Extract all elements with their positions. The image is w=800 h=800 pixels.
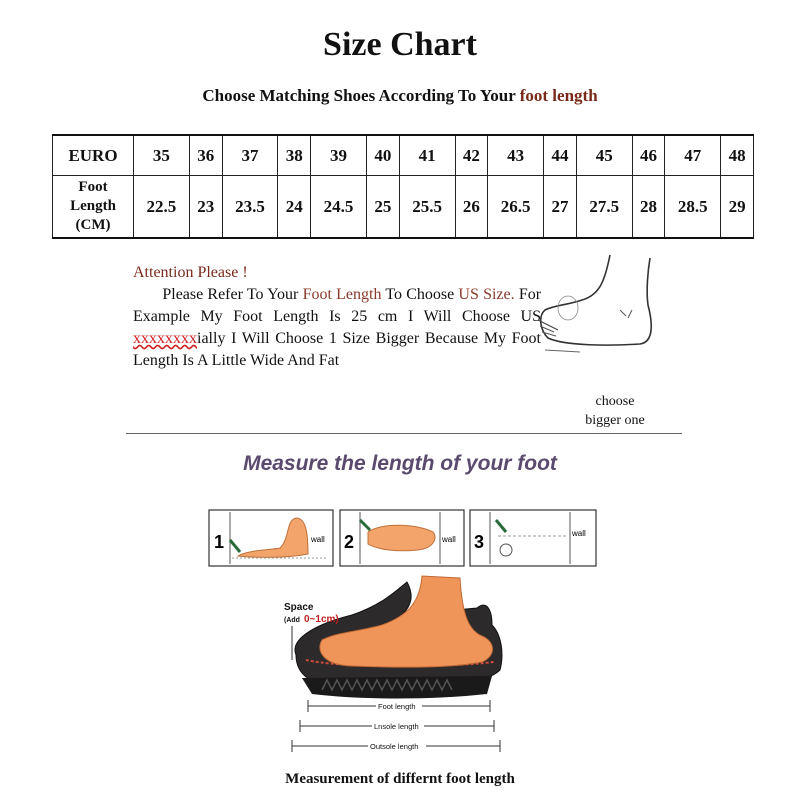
garbled-text: xxxxxxxx: [133, 330, 197, 347]
attention-text: ially I Will Choose 1 Size Bigger Because My Foot Length Is A Little Wide And Fat: [133, 330, 541, 369]
size-table: [52, 134, 754, 239]
euro-size-cell: 39: [311, 135, 367, 176]
measurement-steps-illustration: [208, 508, 598, 570]
foot-length-line: [308, 700, 490, 712]
euro-size-cell: 45: [576, 135, 632, 176]
euro-row: [53, 135, 754, 176]
wall-label: wall: [311, 535, 325, 544]
insole-length-label: Lnsole length: [374, 722, 419, 731]
foot-length-cell: 23.5: [222, 176, 278, 239]
space-add-label: (Add: [284, 617, 300, 624]
attention-body: [133, 284, 541, 372]
attention-text: Please Refer To Your: [162, 286, 299, 303]
subtitle-highlight: foot length: [519, 86, 598, 105]
insole-length-line: [300, 720, 494, 732]
euro-size-cell: 38: [278, 135, 311, 176]
foot-length-cell: 24.5: [311, 176, 367, 239]
step-number: 2: [344, 532, 355, 552]
step-number: 1: [214, 532, 225, 552]
choose-bigger-note: [560, 392, 670, 430]
euro-header: EURO: [53, 135, 134, 176]
foot-length-cell: 29: [721, 176, 754, 239]
euro-size-cell: 42: [455, 135, 488, 176]
euro-size-cell: 47: [665, 135, 721, 176]
foot-length-cell: 23: [189, 176, 222, 239]
outsole-length-line: [292, 740, 500, 752]
foot-length-cell: 25: [366, 176, 399, 239]
foot-length-header-line: (CM): [75, 217, 111, 233]
foot-length-label: Foot length: [378, 702, 416, 711]
outsole-length-label: Outsole length: [370, 742, 419, 751]
attention-note: [133, 262, 541, 372]
foot-length-cell: 25.5: [399, 176, 455, 239]
euro-size-cell: 44: [544, 135, 577, 176]
diagram-caption: Measurement of differnt foot length: [285, 771, 515, 787]
foot-length-cell: 22.5: [134, 176, 190, 239]
step-2-panel: [340, 510, 464, 566]
step-3-panel: [470, 510, 596, 566]
choose-line: bigger one: [585, 413, 645, 428]
shoe-measurement-diagram: [282, 570, 512, 755]
euro-size-cell: 41: [399, 135, 455, 176]
subtitle-text: Choose Matching Shoes According To Your: [202, 86, 516, 105]
euro-size-cell: 43: [488, 135, 544, 176]
euro-size-cell: 36: [189, 135, 222, 176]
euro-size-cell: 48: [721, 135, 754, 176]
foot-length-cell: 26: [455, 176, 488, 239]
step-number: 3: [474, 532, 485, 552]
space-range-label: 0~1cm): [304, 614, 339, 625]
page-title: Size Chart: [323, 26, 477, 63]
us-size-text: US Size.: [458, 286, 515, 303]
foot-length-cell: 28: [632, 176, 665, 239]
wall-label: wall: [442, 535, 456, 544]
foot-length-cell: 24: [278, 176, 311, 239]
attention-text: To Choose: [385, 286, 455, 303]
euro-size-cell: 37: [222, 135, 278, 176]
euro-size-cell: 46: [632, 135, 665, 176]
wall-label: wall: [572, 529, 586, 538]
euro-size-cell: 35: [134, 135, 190, 176]
foot-length-row: [53, 176, 754, 239]
foot-outline-sketch-icon: [520, 250, 670, 380]
divider: [126, 433, 682, 434]
foot-length-header-line: Foot: [78, 179, 108, 195]
subtitle: [0, 86, 800, 106]
choose-line: choose: [595, 394, 635, 409]
attention-text: For Example My Foot Length Is 25 cm I Will Choose US: [133, 286, 542, 325]
foot-length-cell: 27: [544, 176, 577, 239]
foot-length-cell: 27.5: [576, 176, 632, 239]
foot-length-cell: 26.5: [488, 176, 544, 239]
foot-length-header: [53, 176, 134, 239]
space-label: Space: [284, 602, 314, 613]
euro-size-cell: 40: [366, 135, 399, 176]
foot-length-link-text: Foot Length: [302, 286, 382, 303]
measure-heading: Measure the length of your foot: [243, 452, 557, 475]
foot-length-header-line: Length: [70, 198, 116, 214]
foot-length-cell: 28.5: [665, 176, 721, 239]
attention-heading: Attention Please !: [133, 264, 248, 281]
step-1-panel: [209, 510, 333, 566]
